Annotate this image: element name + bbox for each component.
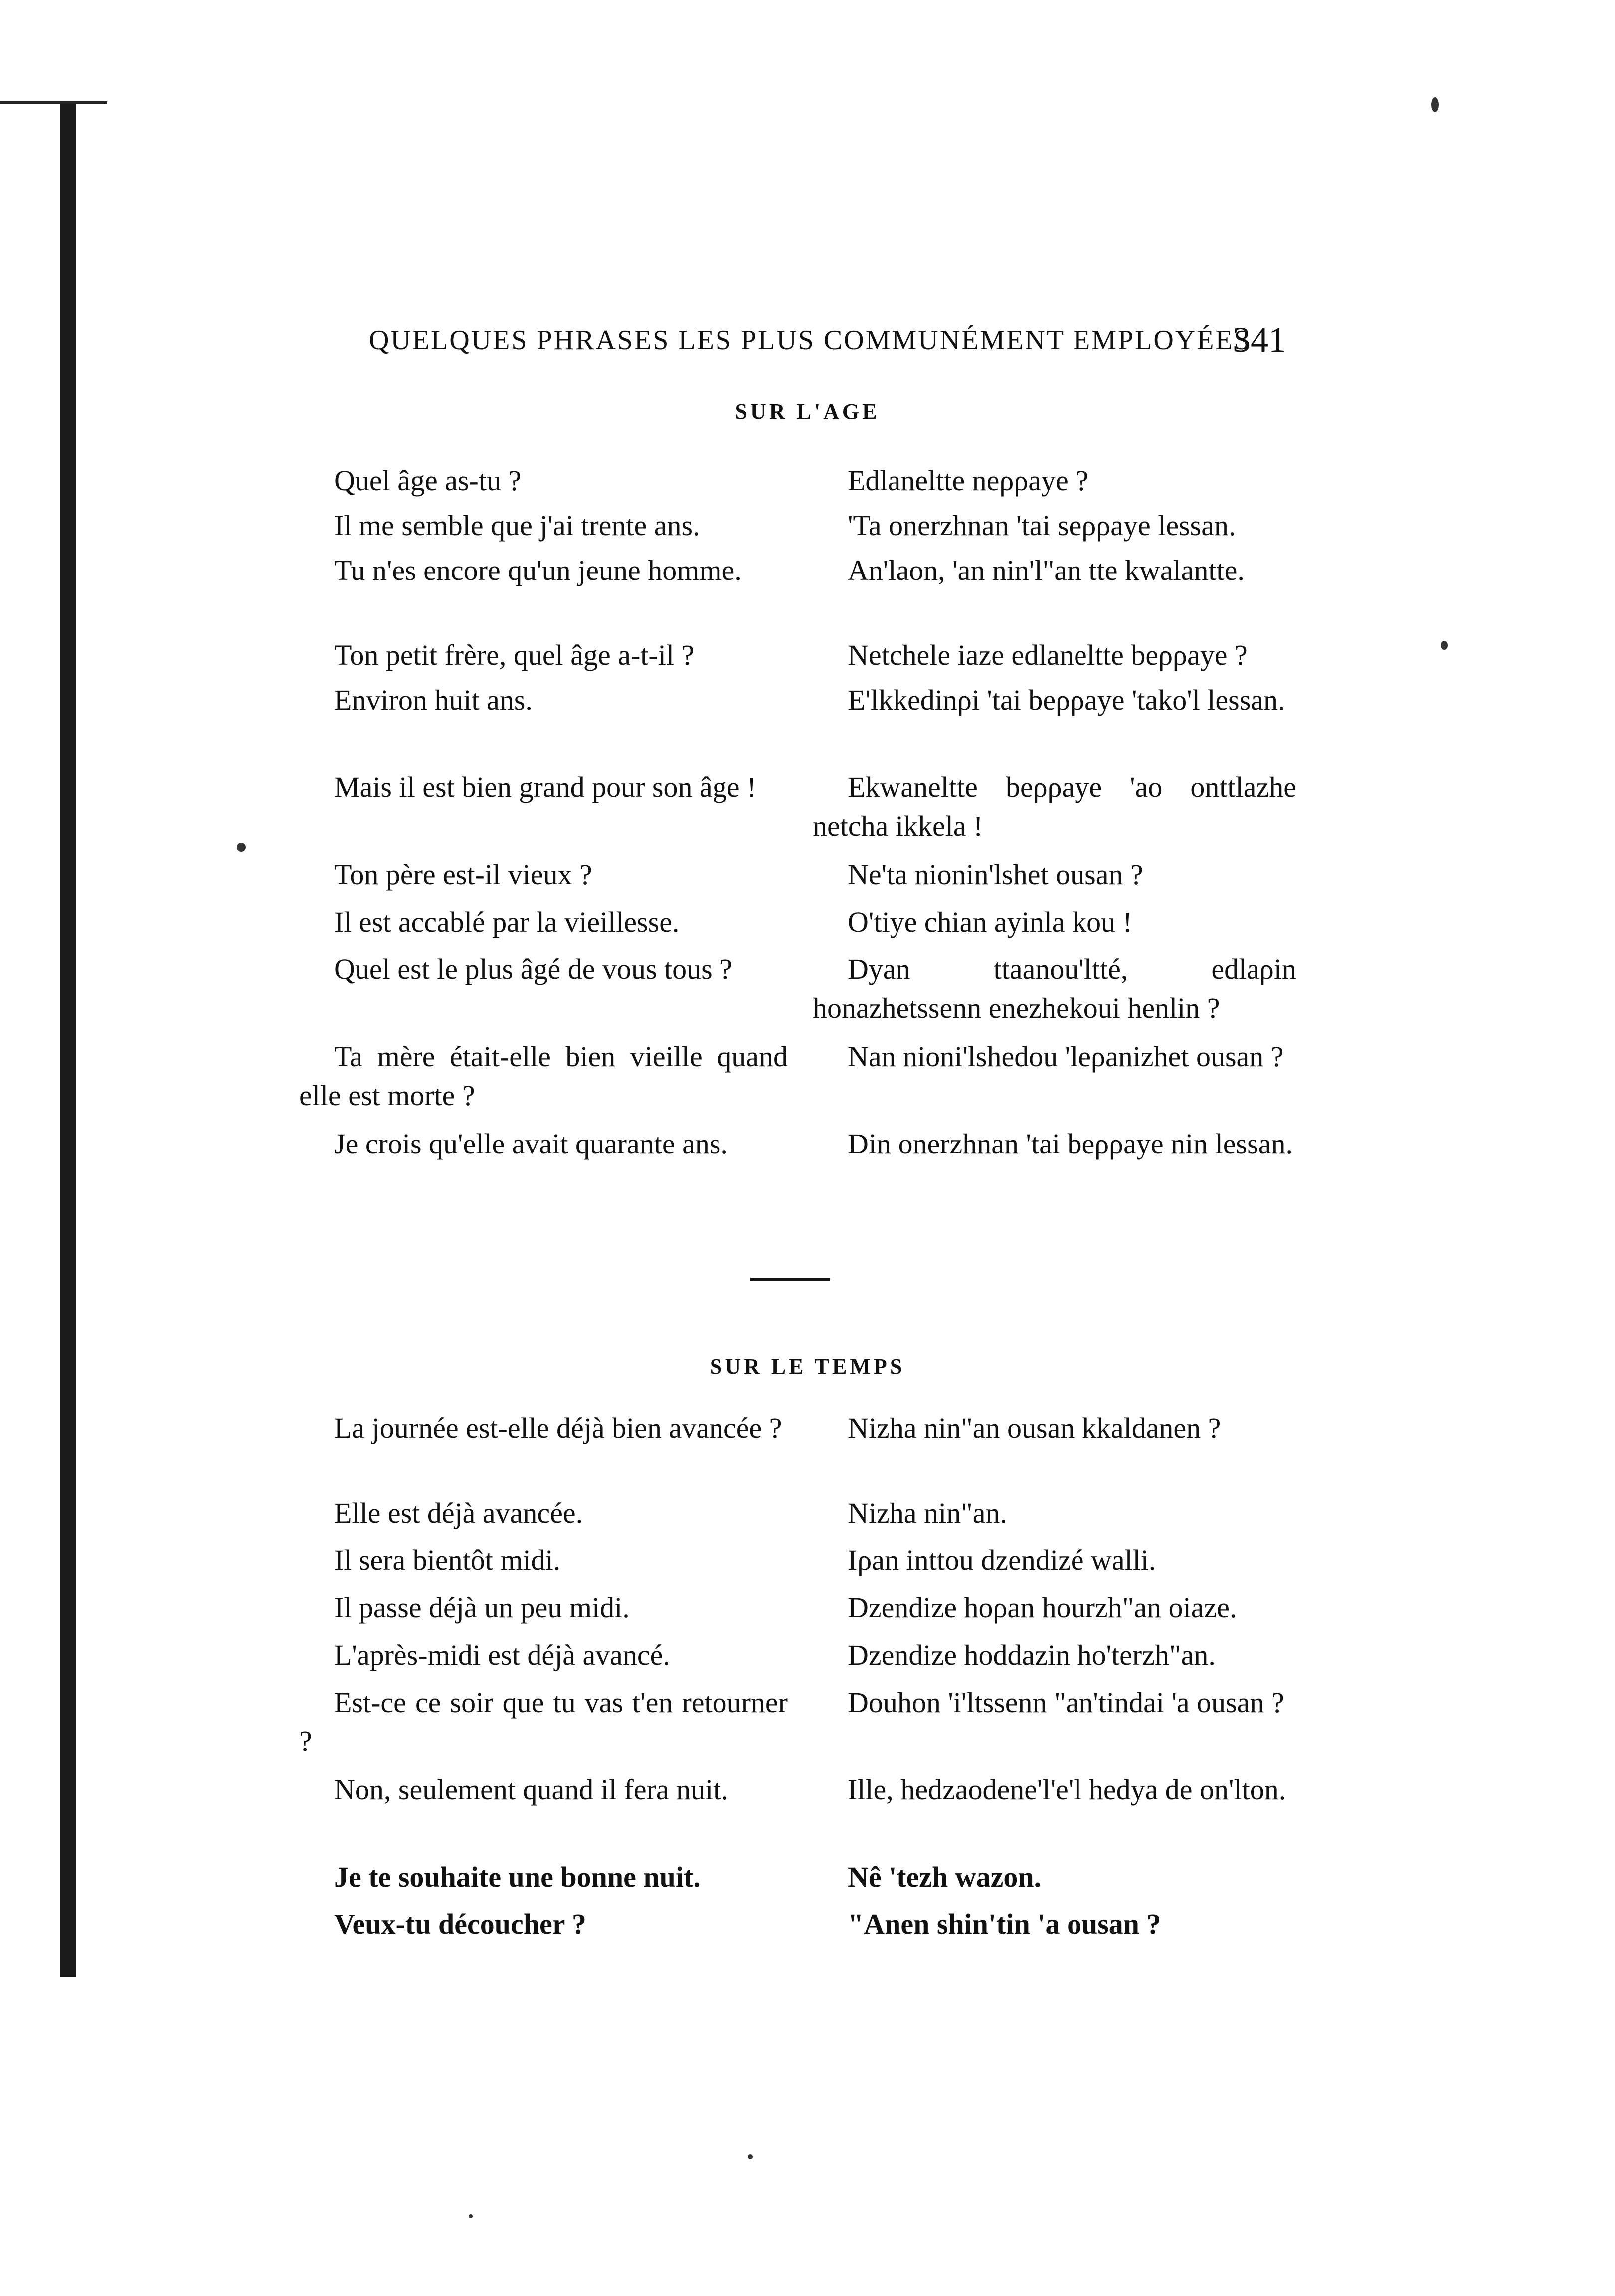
french-phrase: Environ huit ans. xyxy=(334,684,533,716)
dene-phrase: Nan nioni'lshedou 'leρanizhet ousan ? xyxy=(848,1040,1284,1073)
french-phrase: Veux-tu découcher ? xyxy=(334,1908,586,1940)
dene-phrase: Edlaneltte neρρaye ? xyxy=(848,464,1088,497)
dene-phrase: Iρan inttou dzendizé walli. xyxy=(848,1544,1156,1576)
french-phrase: Il me semble que j'ai trente ans. xyxy=(334,509,700,542)
scan-speck xyxy=(1431,97,1439,112)
french-phrase: Je te souhaite une bonne nuit. xyxy=(334,1861,701,1893)
dene-phrase: Nizha nin"an ousan kkaldanen ? xyxy=(848,1412,1221,1444)
french-phrase: Est-ce ce soir que tu vas t'en retourner ? xyxy=(299,1686,788,1757)
dene-phrase: Ekwaneltte beρρaye 'ao onttlazhe netcha ikkela ! xyxy=(813,771,1296,842)
section-title-age: SUR L'AGE xyxy=(735,399,880,424)
dene-phrase: Netchele iaze edlaneltte beρρaye ? xyxy=(848,639,1248,671)
french-phrase: L'après-midi est déjà avancé. xyxy=(334,1639,670,1671)
running-title: QUELQUES PHRASES LES PLUS COMMUNÉMENT EMPLOYÉES xyxy=(369,325,1251,356)
section-divider xyxy=(750,1278,830,1281)
french-phrase: Elle est déjà avancée. xyxy=(334,1497,583,1529)
dene-phrase: 'Ta onerzhnan 'tai seρρaye lessan. xyxy=(848,509,1236,542)
french-phrase: Non, seulement quand il fera nuit. xyxy=(334,1773,728,1806)
dene-phrase: Dzendize hoddazin ho'terzh"an. xyxy=(848,1639,1216,1671)
french-phrase: Il passe déjà un peu midi. xyxy=(334,1591,630,1624)
french-phrase: Il est accablé par la vieillesse. xyxy=(334,906,680,938)
dene-phrase: Din onerzhnan 'tai beρρaye nin lessan. xyxy=(848,1128,1293,1160)
scan-edge-mark xyxy=(0,101,107,104)
scan-speck xyxy=(748,2154,753,2159)
scan-binding-edge xyxy=(60,102,76,1977)
dene-phrase: Ne'ta nionin'lshet ousan ? xyxy=(848,858,1143,891)
dene-phrase: Dzendize hoρan hourzh"an oiaze. xyxy=(848,1591,1237,1624)
page-number: 341 xyxy=(1233,320,1286,360)
french-phrase: Quel est le plus âgé de vous tous ? xyxy=(334,953,732,985)
french-phrase: Ton petit frère, quel âge a-t-il ? xyxy=(334,639,695,671)
dene-phrase: Ille, hedzaodene'l'e'l hedya de on'lton. xyxy=(848,1773,1286,1806)
dene-phrase: E'lkkedinρi 'tai beρρaye 'tako'l lessan. xyxy=(848,684,1285,716)
dene-phrase: Nê 'tezh wazon. xyxy=(848,1861,1042,1893)
dene-phrase: O'tiye chian ayinla kou ! xyxy=(848,906,1132,938)
scan-speck xyxy=(1441,641,1448,650)
dene-phrase: Dyan ttaanou'ltté, edlaρin honazhetssenn enezhekoui henlin ? xyxy=(813,953,1296,1024)
scan-speck xyxy=(469,2214,473,2218)
french-phrase: Tu n'es encore qu'un jeune homme. xyxy=(334,554,742,586)
french-phrase: Ton père est-il vieux ? xyxy=(334,858,592,891)
dene-phrase: "Anen shin'tin 'a ousan ? xyxy=(848,1908,1161,1940)
dene-phrase: An'laon, 'an nin'l"an tte kwalantte. xyxy=(848,554,1245,586)
french-phrase: Quel âge as-tu ? xyxy=(334,464,522,497)
section-title-time: SUR LE TEMPS xyxy=(710,1354,905,1379)
french-phrase: Mais il est bien grand pour son âge ! xyxy=(334,771,757,803)
french-phrase: Il sera bientôt midi. xyxy=(334,1544,561,1576)
scan-speck xyxy=(237,843,246,852)
french-phrase: La journée est-elle déjà bien avancée ? xyxy=(334,1412,782,1444)
french-phrase: Je crois qu'elle avait quarante ans. xyxy=(334,1128,728,1160)
dene-phrase: Nizha nin"an. xyxy=(848,1497,1008,1529)
dene-phrase: Douhon 'i'ltssenn "an'tindai 'a ousan ? xyxy=(848,1686,1284,1719)
page-header xyxy=(339,319,1296,364)
french-phrase: Ta mère était-elle bien vieille quand elle est morte ? xyxy=(299,1040,788,1112)
